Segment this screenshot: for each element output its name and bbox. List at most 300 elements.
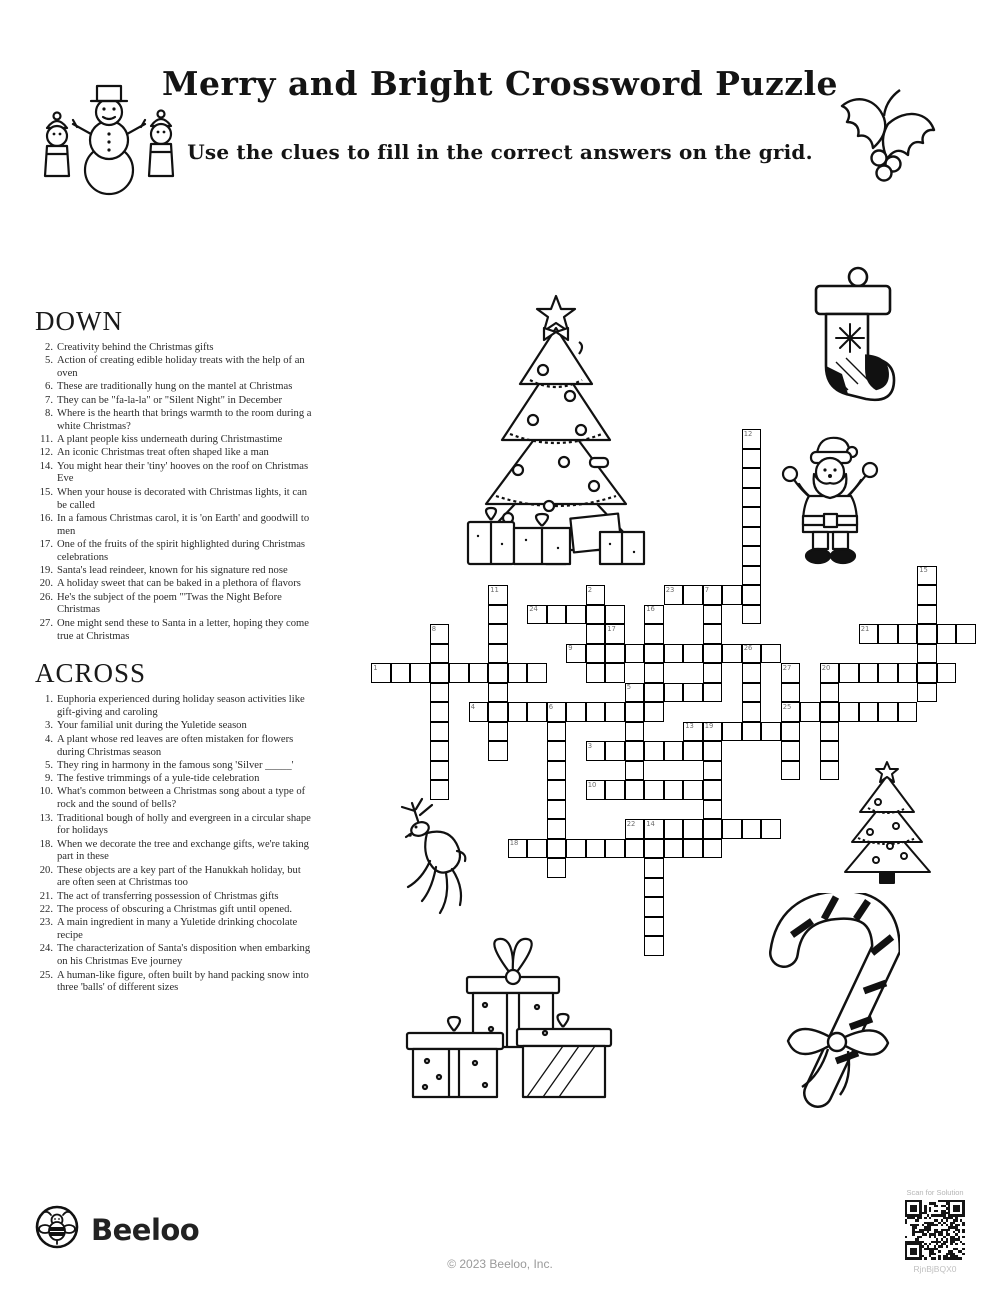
grid-cell[interactable] <box>664 683 684 703</box>
grid-cell[interactable] <box>703 605 723 625</box>
clue-item <box>35 813 313 839</box>
clue-item <box>35 487 313 513</box>
clue-text: The festive trimmings of a yule-tide celebration <box>57 773 260 785</box>
cell-number: 10 <box>587 780 597 789</box>
grid-cell[interactable] <box>898 624 918 644</box>
clue-item <box>35 720 313 733</box>
grid-cell[interactable] <box>625 780 645 800</box>
grid-cell[interactable] <box>722 819 742 839</box>
cell-number: 22 <box>626 819 636 828</box>
grid-cell[interactable] <box>703 624 723 644</box>
grid-cell[interactable] <box>644 702 664 722</box>
grid-cell[interactable] <box>547 780 567 800</box>
clue-item <box>35 592 313 618</box>
grid-cell[interactable] <box>839 663 859 683</box>
grid-cell[interactable] <box>547 800 567 820</box>
grid-cell[interactable] <box>917 683 937 703</box>
grid-cell[interactable] <box>859 663 879 683</box>
grid-cell[interactable] <box>644 917 664 937</box>
clue-number: 6. <box>45 381 53 393</box>
clue-text: They can be "fa-la-la" or "Silent Night" in December <box>57 394 282 406</box>
grid-cell[interactable] <box>644 897 664 917</box>
grid-cell[interactable] <box>742 507 762 527</box>
grid-cell[interactable] <box>683 644 703 664</box>
grid-cell[interactable] <box>586 624 606 644</box>
grid-cell[interactable] <box>605 624 625 644</box>
grid-cell[interactable] <box>703 819 723 839</box>
grid-cell[interactable] <box>430 761 450 781</box>
grid-cell[interactable] <box>391 663 411 683</box>
grid-cell[interactable] <box>859 702 879 722</box>
grid-cell[interactable] <box>859 624 879 644</box>
clue-number: 10. <box>39 786 53 798</box>
clue-text: Your familial unit during the Yuletide season <box>57 720 247 732</box>
clue-number: 5. <box>45 355 53 367</box>
brand-logo <box>35 1205 199 1254</box>
clue-item <box>35 434 313 447</box>
grid-cell[interactable] <box>430 644 450 664</box>
clue-text: When your house is decorated with Christmas lights, it can be called <box>57 486 308 511</box>
clue-text: Santa's lead reindeer, known for his signature red nose <box>57 565 288 577</box>
clue-item <box>35 395 313 408</box>
grid-cell[interactable] <box>917 585 937 605</box>
grid-cell[interactable] <box>430 702 450 722</box>
grid-cell[interactable] <box>722 722 742 742</box>
grid-cell[interactable] <box>839 702 859 722</box>
grid-cell[interactable] <box>820 741 840 761</box>
grid-cell[interactable] <box>566 605 586 625</box>
clue-item <box>35 342 313 355</box>
clue-text: These are traditionally hung on the mantel at Christmas <box>57 381 293 393</box>
scan-label: Scan for Solution <box>906 1188 964 1197</box>
grid-cell[interactable] <box>683 585 703 605</box>
qr-code-text: RjnBjBQX0 <box>913 1263 957 1274</box>
qr-block <box>891 1188 979 1274</box>
grid-cell[interactable] <box>703 663 723 683</box>
clue-number: 25. <box>39 969 53 981</box>
grid-cell[interactable] <box>547 819 567 839</box>
gift-boxes-icon <box>405 935 615 1100</box>
grid-cell[interactable] <box>430 663 450 683</box>
clue-text: They ring in harmony in the famous song 'Silver _____' <box>57 759 294 771</box>
cell-number: 27 <box>782 663 792 672</box>
clue-text: A plant people kiss underneath during Christmastime <box>57 434 283 446</box>
grid-cell[interactable] <box>586 741 606 761</box>
grid-cell[interactable] <box>605 839 625 859</box>
grid-cell[interactable] <box>644 819 664 839</box>
grid-cell[interactable] <box>430 683 450 703</box>
clue-number: 16. <box>39 512 53 524</box>
grid-cell[interactable] <box>761 722 781 742</box>
grid-cell[interactable] <box>742 449 762 469</box>
grid-cell[interactable] <box>742 605 762 625</box>
grid-cell[interactable] <box>644 683 664 703</box>
grid-cell[interactable] <box>547 702 567 722</box>
grid-cell[interactable] <box>430 741 450 761</box>
grid-cell[interactable] <box>742 429 762 449</box>
clue-item <box>35 970 313 996</box>
grid-cell[interactable] <box>547 858 567 878</box>
clue-text: He's the subject of the poem "'Twas the Night Before Christmas <box>57 591 282 616</box>
clue-number: 24. <box>39 943 53 955</box>
grid-cell[interactable] <box>703 839 723 859</box>
grid-cell[interactable] <box>722 585 742 605</box>
grid-cell[interactable] <box>430 624 450 644</box>
grid-cell[interactable] <box>547 761 567 781</box>
grid-cell[interactable] <box>820 663 840 683</box>
clue-text: Euphoria experienced during holiday season activities like gift-giving and caroling <box>57 694 305 719</box>
grid-cell[interactable] <box>917 624 937 644</box>
grid-cell[interactable] <box>898 702 918 722</box>
grid-cell[interactable] <box>488 663 508 683</box>
grid-cell[interactable] <box>586 663 606 683</box>
grid-cell[interactable] <box>742 488 762 508</box>
clue-number: 26. <box>39 591 53 603</box>
cell-number: 16 <box>646 605 655 614</box>
clue-text: An iconic Christmas treat often shaped like a man <box>57 447 269 459</box>
cell-number: 1 <box>373 663 378 672</box>
grid-cell[interactable] <box>644 663 664 683</box>
clues-panel <box>35 306 313 996</box>
cell-number: 17 <box>607 624 616 633</box>
grid-cell[interactable] <box>644 936 664 956</box>
grid-cell[interactable] <box>547 839 567 859</box>
clue-item <box>35 461 313 487</box>
grid-cell[interactable] <box>956 624 976 644</box>
grid-cell[interactable] <box>742 566 762 586</box>
grid-cell[interactable] <box>586 780 606 800</box>
grid-cell[interactable] <box>625 683 645 703</box>
grid-cell[interactable] <box>605 644 625 664</box>
clue-number: 21. <box>39 890 53 902</box>
clue-text: The characterization of Santa's disposition when embarking on his Christmas Eve journey <box>57 943 311 968</box>
clue-item <box>35 565 313 578</box>
grid-cell[interactable] <box>703 644 723 664</box>
grid-cell[interactable] <box>781 761 801 781</box>
grid-cell[interactable] <box>781 722 801 742</box>
clue-number: 7. <box>45 394 53 406</box>
grid-cell[interactable] <box>683 780 703 800</box>
grid-cell[interactable] <box>488 644 508 664</box>
grid-cell[interactable] <box>469 702 489 722</box>
grid-cell[interactable] <box>703 741 723 761</box>
grid-cell[interactable] <box>917 605 937 625</box>
grid-cell[interactable] <box>488 741 508 761</box>
clue-number: 23. <box>39 917 53 929</box>
grid-cell[interactable] <box>703 683 723 703</box>
clue-text: You might hear their 'tiny' hooves on the roof on Christmas Eve <box>57 460 309 485</box>
clue-text: When we decorate the tree and exchange gifts, we're taking part in these <box>57 838 309 863</box>
grid-cell[interactable] <box>703 780 723 800</box>
grid-cell[interactable] <box>625 741 645 761</box>
grid-cell[interactable] <box>742 722 762 742</box>
cell-number: 8 <box>431 624 437 633</box>
clue-number: 2. <box>45 342 53 353</box>
candy-cane-icon <box>740 893 900 1108</box>
cell-number: 5 <box>626 683 632 692</box>
grid-cell[interactable] <box>820 683 840 703</box>
grid-cell[interactable] <box>566 839 586 859</box>
grid-cell[interactable] <box>664 780 684 800</box>
clue-item <box>35 539 313 565</box>
grid-cell[interactable] <box>488 624 508 644</box>
grid-cell[interactable] <box>820 761 840 781</box>
grid-cell[interactable] <box>878 702 898 722</box>
grid-cell[interactable] <box>644 741 664 761</box>
clue-number: 19. <box>39 565 53 577</box>
grid-cell[interactable] <box>644 858 664 878</box>
reindeer-icon <box>390 795 485 935</box>
grid-cell[interactable] <box>586 585 606 605</box>
cell-number: 20 <box>821 663 831 672</box>
clue-item <box>35 381 313 394</box>
grid-cell[interactable] <box>917 663 937 683</box>
grid-cell[interactable] <box>625 644 645 664</box>
grid-cell[interactable] <box>625 839 645 859</box>
grid-cell[interactable] <box>469 663 489 683</box>
grid-cell[interactable] <box>917 644 937 664</box>
cell-number: 9 <box>568 644 573 653</box>
down-clues-section <box>35 306 313 643</box>
grid-cell[interactable] <box>625 761 645 781</box>
clue-number: 8. <box>45 407 53 419</box>
clue-item <box>35 865 313 891</box>
clue-item <box>35 513 313 539</box>
brand-name: Beeloo <box>91 1212 200 1247</box>
cell-number: 26 <box>743 644 753 653</box>
cell-number: 7 <box>704 585 710 594</box>
clue-text: One might send these to Santa in a letter, hoping they come true at Christmas <box>57 617 309 642</box>
clue-item <box>35 786 313 812</box>
grid-cell[interactable] <box>644 624 664 644</box>
clue-text: Action of creating edible holiday treats with the help of an oven <box>57 355 305 380</box>
clue-number: 18. <box>39 838 53 850</box>
clue-item <box>35 447 313 460</box>
grid-cell[interactable] <box>664 839 684 859</box>
grid-cell[interactable] <box>586 605 606 625</box>
clue-text: One of the fruits of the spirit highlighted during Christmas celebrations <box>57 538 306 563</box>
grid-cell[interactable] <box>488 605 508 625</box>
grid-cell[interactable] <box>722 644 742 664</box>
grid-cell[interactable] <box>742 683 762 703</box>
grid-cell[interactable] <box>742 546 762 566</box>
clue-text: What's common between a Christmas song about a type of rock and the sound of bells? <box>57 786 306 811</box>
grid-cell[interactable] <box>527 702 547 722</box>
clue-number: 27. <box>39 617 53 629</box>
clue-number: 20. <box>39 864 53 876</box>
across-clue-list <box>35 694 313 995</box>
grid-cell[interactable] <box>781 741 801 761</box>
grid-cell[interactable] <box>566 702 586 722</box>
across-heading: ACROSS <box>35 658 147 689</box>
grid-cell[interactable] <box>527 839 547 859</box>
grid-cell[interactable] <box>683 683 703 703</box>
grid-cell[interactable] <box>761 819 781 839</box>
clue-item <box>35 943 313 969</box>
clue-number: 15. <box>39 486 53 498</box>
grid-cell[interactable] <box>586 644 606 664</box>
grid-cell[interactable] <box>664 819 684 839</box>
grid-cell[interactable] <box>625 702 645 722</box>
cell-number: 24 <box>529 605 538 614</box>
grid-cell[interactable] <box>664 741 684 761</box>
grid-cell[interactable] <box>586 839 606 859</box>
grid-cell[interactable] <box>917 566 937 586</box>
cell-number: 14 <box>646 819 655 828</box>
grid-cell[interactable] <box>742 644 762 664</box>
clue-text: A holiday sweet that can be baked in a plethora of flavors <box>57 578 301 590</box>
clue-item <box>35 355 313 381</box>
across-clues-section <box>35 658 313 995</box>
grid-cell[interactable] <box>488 702 508 722</box>
clue-item <box>35 839 313 865</box>
grid-cell[interactable] <box>527 605 547 625</box>
grid-cell[interactable] <box>644 839 664 859</box>
cell-number: 6 <box>548 702 554 711</box>
grid-cell[interactable] <box>644 644 664 664</box>
down-clue-list <box>35 342 313 643</box>
grid-cell[interactable] <box>742 663 762 683</box>
santa-icon <box>775 430 885 572</box>
grid-cell[interactable] <box>878 624 898 644</box>
grid-cell[interactable] <box>742 527 762 547</box>
grid-cell[interactable] <box>644 878 664 898</box>
grid-cell[interactable] <box>488 585 508 605</box>
grid-cell[interactable] <box>742 585 762 605</box>
cell-number: 18 <box>509 839 519 848</box>
grid-cell[interactable] <box>547 741 567 761</box>
clue-number: 3. <box>45 720 53 732</box>
clue-number: 5. <box>45 759 53 771</box>
clue-text: The act of transferring possession of Christmas gifts <box>57 890 279 902</box>
grid-cell[interactable] <box>664 644 684 664</box>
clue-text: These objects are a key part of the Hanukkah holiday, but are often seen at Christmas too <box>57 864 301 889</box>
clue-number: 12. <box>39 447 53 459</box>
stocking-icon <box>806 262 902 420</box>
grid-cell[interactable] <box>605 663 625 683</box>
grid-cell[interactable] <box>742 468 762 488</box>
grid-cell[interactable] <box>508 839 528 859</box>
clue-item <box>35 917 313 943</box>
grid-cell[interactable] <box>742 819 762 839</box>
cell-number: 11 <box>490 585 499 594</box>
grid-cell[interactable] <box>566 644 586 664</box>
grid-cell[interactable] <box>703 585 723 605</box>
grid-cell[interactable] <box>878 663 898 683</box>
grid-cell[interactable] <box>937 663 957 683</box>
cell-number: 12 <box>743 429 753 438</box>
grid-cell[interactable] <box>703 800 723 820</box>
small-christmas-tree-icon <box>840 760 935 885</box>
grid-cell[interactable] <box>937 624 957 644</box>
grid-cell[interactable] <box>488 722 508 742</box>
holly-sprig-icon <box>826 78 941 193</box>
clue-number: 4. <box>45 733 53 745</box>
cell-number: 23 <box>665 585 675 594</box>
clue-number: 11. <box>40 434 53 446</box>
clue-number: 20. <box>39 578 53 590</box>
grid-cell[interactable] <box>449 663 469 683</box>
grid-cell[interactable] <box>430 780 450 800</box>
grid-cell[interactable] <box>605 780 625 800</box>
grid-cell[interactable] <box>742 702 762 722</box>
grid-cell[interactable] <box>527 663 547 683</box>
grid-cell[interactable] <box>800 702 820 722</box>
grid-cell[interactable] <box>820 722 840 742</box>
clue-text: A main ingredient in many a Yuletide drinking chocolate recipe <box>57 917 298 942</box>
cell-number: 3 <box>587 741 593 750</box>
grid-cell[interactable] <box>683 839 703 859</box>
grid-cell[interactable] <box>761 644 781 664</box>
grid-cell[interactable] <box>703 722 723 742</box>
grid-cell[interactable] <box>508 663 528 683</box>
clue-text: In a famous Christmas carol, it is 'on Earth' and goodwill to men <box>57 512 310 537</box>
grid-cell[interactable] <box>371 663 391 683</box>
grid-cell[interactable] <box>898 663 918 683</box>
cell-number: 13 <box>685 722 694 731</box>
snowman-family-icon <box>33 80 188 198</box>
grid-cell[interactable] <box>683 741 703 761</box>
clue-item <box>35 904 313 917</box>
grid-cell[interactable] <box>605 605 625 625</box>
clue-text: Where is the hearth that brings warmth to the room during a white Christmas? <box>57 407 312 432</box>
clue-item <box>35 618 313 644</box>
grid-cell[interactable] <box>625 819 645 839</box>
clue-text: A human-like figure, often built by hand packing snow into three 'balls' of different sizes <box>57 969 309 994</box>
grid-cell[interactable] <box>781 702 801 722</box>
clue-item <box>35 760 313 773</box>
grid-cell[interactable] <box>586 702 606 722</box>
page-subtitle: Use the clues to fill in the correct answers on the grid. <box>187 140 813 164</box>
cell-number: 2 <box>587 585 593 594</box>
grid-cell[interactable] <box>781 683 801 703</box>
grid-cell[interactable] <box>410 663 430 683</box>
grid-cell[interactable] <box>547 605 567 625</box>
cell-number: 25 <box>782 702 792 711</box>
cell-number: 15 <box>919 566 928 575</box>
down-heading: DOWN <box>35 306 123 336</box>
grid-cell[interactable] <box>664 585 684 605</box>
clue-item <box>35 694 313 720</box>
grid-cell[interactable] <box>683 819 703 839</box>
page-title: Merry and Bright Crossword Puzzle <box>161 64 839 103</box>
cell-number: 19 <box>704 722 714 731</box>
grid-cell[interactable] <box>781 663 801 683</box>
grid-cell[interactable] <box>683 722 703 742</box>
grid-cell[interactable] <box>605 702 625 722</box>
beeloo-bee-icon <box>35 1205 79 1254</box>
clue-text: A plant whose red leaves are often mistaken for flowers during Christmas season <box>57 733 294 758</box>
grid-cell[interactable] <box>625 722 645 742</box>
grid-cell[interactable] <box>547 722 567 742</box>
grid-cell[interactable] <box>430 722 450 742</box>
clue-item <box>35 773 313 786</box>
clue-text: Traditional bough of holly and evergreen in a circular shape for holidays <box>57 812 311 837</box>
grid-cell[interactable] <box>488 683 508 703</box>
clue-item <box>35 408 313 434</box>
grid-cell[interactable] <box>605 741 625 761</box>
grid-cell[interactable] <box>644 605 664 625</box>
grid-cell[interactable] <box>820 702 840 722</box>
grid-cell[interactable] <box>644 780 664 800</box>
clue-item <box>35 734 313 760</box>
grid-cell[interactable] <box>703 761 723 781</box>
clue-number: 1. <box>45 694 53 706</box>
cell-number: 4 <box>470 702 476 711</box>
clue-number: 17. <box>39 538 53 550</box>
christmas-tree-with-gifts-icon <box>448 292 663 569</box>
grid-cell[interactable] <box>508 702 528 722</box>
